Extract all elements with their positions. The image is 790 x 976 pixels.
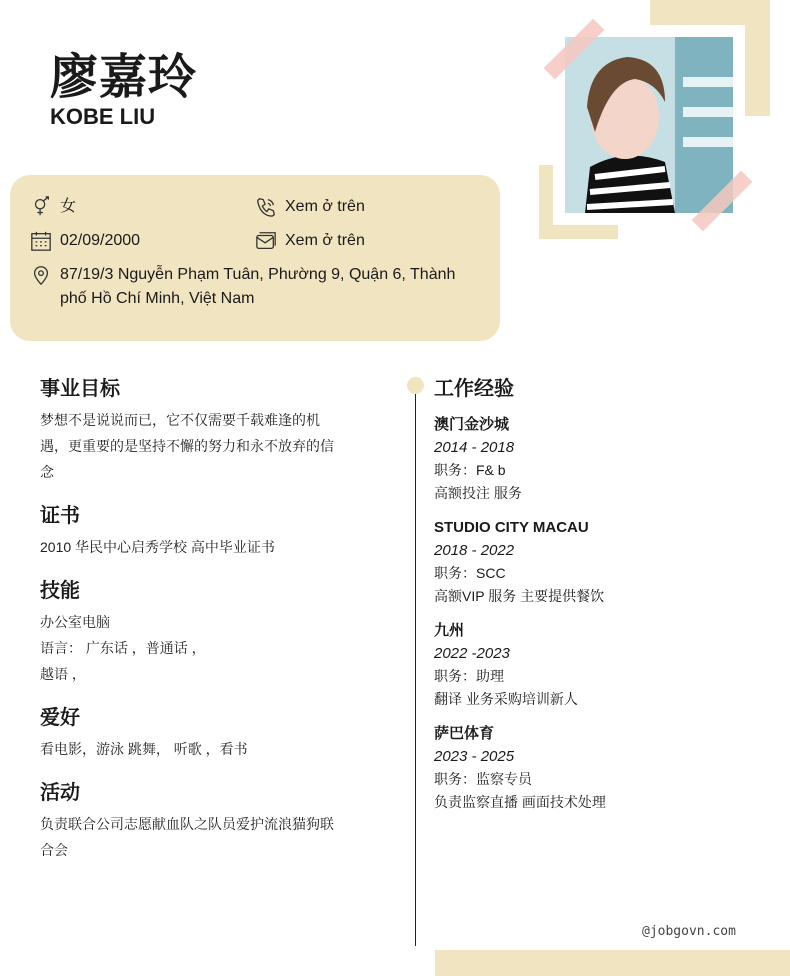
phone-icon	[255, 196, 277, 218]
hobbies-section	[40, 701, 360, 762]
watermark: @jobgovn.com	[642, 924, 736, 939]
objective-line: 遇，更重要的是坚持不懈的努力和永不放弃的信	[40, 438, 334, 454]
name-english: KOBE LIU	[50, 104, 156, 129]
calendar-icon	[30, 230, 52, 252]
job-entry	[434, 413, 764, 505]
activity-line: 合会	[40, 842, 68, 858]
profile-photo-frame	[553, 25, 745, 225]
gender-icon	[30, 196, 52, 218]
job-company: 萨巴体育	[434, 725, 495, 742]
job-entry	[434, 722, 764, 814]
job-description: 负责监察直播 画面技术处理	[434, 794, 606, 810]
certificate-item: 2010 华民中心启秀学校 高中毕业证书	[40, 539, 275, 555]
timeline-line	[415, 386, 416, 946]
job-role: 职务：F& b	[434, 462, 506, 478]
dob-row	[30, 229, 140, 253]
job-description: 高额VIP 服务 主要提供餐饮	[434, 588, 605, 604]
left-column	[40, 372, 360, 877]
objective-line: 梦想不是说说而已，它不仅需要千载难逢的机	[40, 412, 320, 428]
job-company: 九州	[434, 622, 465, 639]
skill-item: 语言： 广东话 ，普通话 ，	[40, 640, 206, 656]
certificates-title: 证书	[40, 505, 80, 527]
objective-title: 事业目标	[40, 378, 120, 400]
decor-block-bottom	[435, 950, 790, 976]
location-pin-icon	[30, 264, 52, 286]
objective-text	[40, 407, 360, 485]
profile-photo	[565, 37, 733, 213]
phone-value[interactable]: Xem ở trên	[285, 198, 365, 215]
activities-section	[40, 776, 360, 863]
address-value: 87/19/3 Nguyễn Phạm Tuân, Phường 9, Quận 6, Thành phố Hồ Chí Minh, Việt Nam	[60, 266, 456, 307]
job-entry	[434, 619, 764, 711]
job-dates: 2014 - 2018	[434, 439, 515, 456]
email-value[interactable]: Xem ở trên	[285, 232, 365, 249]
skills-title: 技能	[40, 580, 80, 602]
job-dates: 2022 -2023	[434, 645, 510, 662]
phone-row	[255, 195, 365, 219]
objective-section	[40, 372, 360, 485]
job-entry	[434, 516, 764, 608]
gender-row	[30, 195, 76, 219]
hobby-item: 看电影，游泳 跳舞， 听歌 ，看书	[40, 741, 248, 757]
hobbies-title: 爱好	[40, 707, 80, 729]
skill-item: 办公室电脑	[40, 614, 110, 630]
job-role: 职务：SCC	[434, 565, 506, 581]
dob-value: 02/09/2000	[60, 232, 141, 249]
gender-value: 女	[60, 198, 77, 215]
activity-line: 负责联合公司志愿献血队之队员爱护流浪猫狗联	[40, 816, 334, 832]
certificates-section	[40, 499, 360, 560]
job-role: 职务：监察专员	[434, 771, 532, 787]
experience-column	[434, 372, 764, 825]
skills-section	[40, 574, 360, 687]
contact-info-box	[10, 175, 500, 341]
activities-title: 活动	[40, 782, 80, 804]
skill-item: 越语 ，	[40, 666, 86, 682]
job-company: STUDIO CITY MACAU	[434, 519, 589, 536]
job-company: 澳门金沙城	[434, 416, 510, 433]
experience-title: 工作经验	[434, 378, 514, 400]
job-dates: 2018 - 2022	[434, 542, 515, 559]
job-role: 职务：助理	[434, 668, 504, 684]
email-row	[255, 229, 365, 253]
timeline-dot	[407, 377, 424, 394]
job-description: 高额投注 服务	[434, 485, 522, 501]
mail-icon	[255, 230, 277, 252]
name-chinese: 廖嘉玲	[50, 49, 198, 105]
address-row	[30, 263, 480, 311]
objective-line: 念	[40, 464, 54, 480]
job-dates: 2023 - 2025	[434, 748, 515, 765]
job-description: 翻译 业务采购培训新人	[434, 691, 578, 707]
